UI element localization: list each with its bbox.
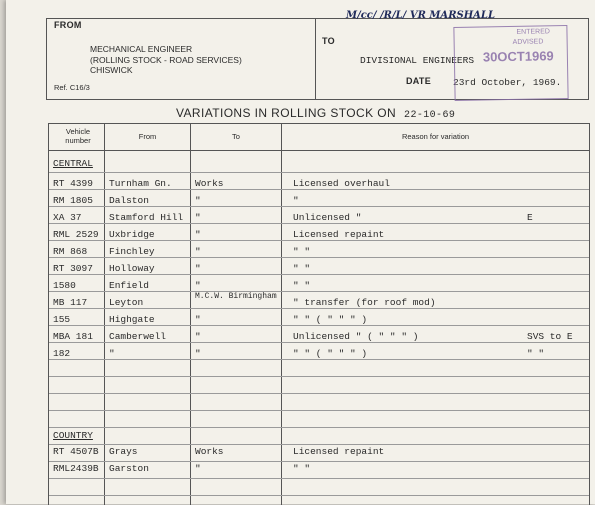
rule-line — [49, 461, 589, 462]
to-handwritten: M/cc/ /R/L/ VR MARSHALL — [346, 10, 495, 21]
cell-vehicle: RML 2529 — [53, 229, 99, 240]
cell-vehicle: RT 4399 — [53, 178, 93, 189]
table-row — [49, 261, 589, 278]
cell-from: Stamford Hill — [109, 212, 184, 223]
from-label: FROM — [54, 20, 82, 30]
table-row — [49, 244, 589, 261]
cell-extra: " " — [527, 348, 545, 359]
rule-line — [49, 308, 589, 309]
rule-line — [49, 189, 589, 190]
rule-line — [49, 325, 589, 326]
header-divider — [315, 19, 316, 99]
cell-reason: " " — [293, 280, 311, 291]
to-value: DIVISIONAL ENGINEERS — [360, 55, 475, 66]
cell-vehicle: 1580 — [53, 280, 76, 291]
stamp-date: 30OCT1969 — [482, 48, 554, 65]
rule-line — [49, 495, 589, 496]
cell-from: Leyton — [109, 297, 144, 308]
section-central: CENTRAL — [53, 158, 93, 169]
cell-reason: Unlicensed " ( " " " ) — [293, 331, 419, 342]
from-line-2: (ROLLING STOCK - ROAD SERVICES) — [90, 54, 242, 65]
col-to: To — [232, 132, 240, 141]
table-row — [49, 210, 589, 227]
cell-from: Enfield — [109, 280, 149, 291]
cell-to: " — [195, 246, 201, 257]
cell-from: Highgate — [109, 314, 155, 325]
rule-line — [49, 359, 589, 360]
cell-from: Grays — [109, 446, 138, 457]
from-address — [90, 44, 242, 76]
table-row — [49, 193, 589, 210]
cell-to: " — [195, 263, 201, 274]
cell-reason: " — [293, 195, 299, 206]
from-line-1: MECHANICAL ENGINEER — [90, 44, 193, 54]
rule-line — [49, 444, 589, 445]
title-date: 22-10-69 — [404, 110, 456, 121]
cell-vehicle: RT 3097 — [53, 263, 93, 274]
received-stamp — [453, 25, 568, 101]
rule-line — [49, 342, 589, 343]
table-row — [49, 346, 589, 363]
cell-vehicle: RT 4507B — [53, 446, 99, 457]
date-label: DATE — [406, 76, 432, 86]
rule-line — [49, 240, 589, 241]
cell-to: " — [195, 212, 201, 223]
rule-line — [49, 274, 589, 275]
table-row — [49, 176, 589, 193]
cell-extra: SVS to E — [527, 331, 573, 342]
from-line-3: CHISWICK — [90, 65, 133, 75]
cell-to: " — [195, 331, 201, 342]
cell-reason: Licensed repaint — [293, 446, 385, 457]
cell-reason: " " — [293, 246, 311, 257]
rule-line — [49, 172, 589, 173]
cell-from: Holloway — [109, 263, 155, 274]
cell-reason: " " ( " " " ) — [293, 348, 368, 359]
cell-reason: " transfer (for roof mod) — [293, 297, 436, 308]
cell-to: " — [195, 314, 201, 325]
cell-vehicle: 155 — [53, 314, 71, 325]
cell-extra: E — [527, 212, 533, 223]
cell-from: Dalston — [109, 195, 149, 206]
cell-to: Works — [195, 178, 224, 189]
cell-to: " — [195, 348, 201, 359]
rule-line — [49, 376, 589, 377]
cell-vehicle: MB 117 — [53, 297, 88, 308]
col-vehicle: Vehicle number — [65, 127, 91, 145]
cell-to: " — [195, 195, 201, 206]
stamp-entered: ENTERED — [516, 28, 550, 36]
rule-line — [49, 291, 589, 292]
cell-to: Works — [195, 446, 224, 457]
cell-reason: " " — [293, 263, 311, 274]
rule-line — [49, 206, 589, 207]
cell-reason: " " — [293, 463, 311, 474]
cell-reason: Licensed overhaul — [293, 178, 390, 189]
cell-from: Camberwell — [109, 331, 167, 342]
page-title — [176, 106, 455, 121]
cell-reason: " " ( " " " ) — [293, 314, 368, 325]
cell-from: Finchley — [109, 246, 155, 257]
reference: Ref. C16/3 — [54, 83, 90, 92]
table-row — [49, 292, 589, 312]
table-row — [49, 461, 589, 478]
table-row — [49, 227, 589, 244]
cell-to: M.C.W. Birmingham — [195, 292, 277, 301]
table-row — [49, 329, 589, 346]
header-rule — [49, 150, 589, 151]
rule-line — [49, 410, 589, 411]
cell-vehicle: RML2439B — [53, 463, 99, 474]
rule-line — [49, 257, 589, 258]
cell-to: " — [195, 463, 201, 474]
table-row — [49, 444, 589, 461]
col-from: From — [138, 132, 157, 141]
cell-to: " — [195, 229, 201, 240]
memo-sheet — [6, 0, 595, 504]
stock-table — [48, 123, 590, 505]
rule-line — [49, 427, 589, 428]
cell-from: Turnham Gn. — [109, 178, 172, 189]
rule-line — [49, 223, 589, 224]
rule-line — [49, 393, 589, 394]
cell-vehicle: RM 1805 — [53, 195, 93, 206]
rule-line — [49, 478, 589, 479]
table-row — [49, 278, 589, 295]
cell-vehicle: MBA 181 — [53, 331, 93, 342]
cell-reason: Unlicensed " — [293, 212, 362, 223]
cell-vehicle: XA 37 — [53, 212, 82, 223]
to-label: TO — [322, 36, 335, 46]
cell-reason: Licensed repaint — [293, 229, 385, 240]
cell-to: " — [195, 280, 201, 291]
title-text: VARIATIONS IN ROLLING STOCK ON — [176, 106, 397, 120]
cell-vehicle: RM 868 — [53, 246, 88, 257]
section-country: COUNTRY — [53, 430, 93, 441]
table-row — [49, 312, 589, 329]
date-value: 23rd October, 1969. — [453, 77, 562, 88]
cell-from: Garston — [109, 463, 149, 474]
cell-vehicle: 182 — [53, 348, 71, 359]
stamp-advised: ADVISED — [512, 38, 544, 46]
cell-from: Uxbridge — [109, 229, 155, 240]
cell-from: " — [109, 348, 115, 359]
col-reason: Reason for variation — [401, 132, 470, 141]
